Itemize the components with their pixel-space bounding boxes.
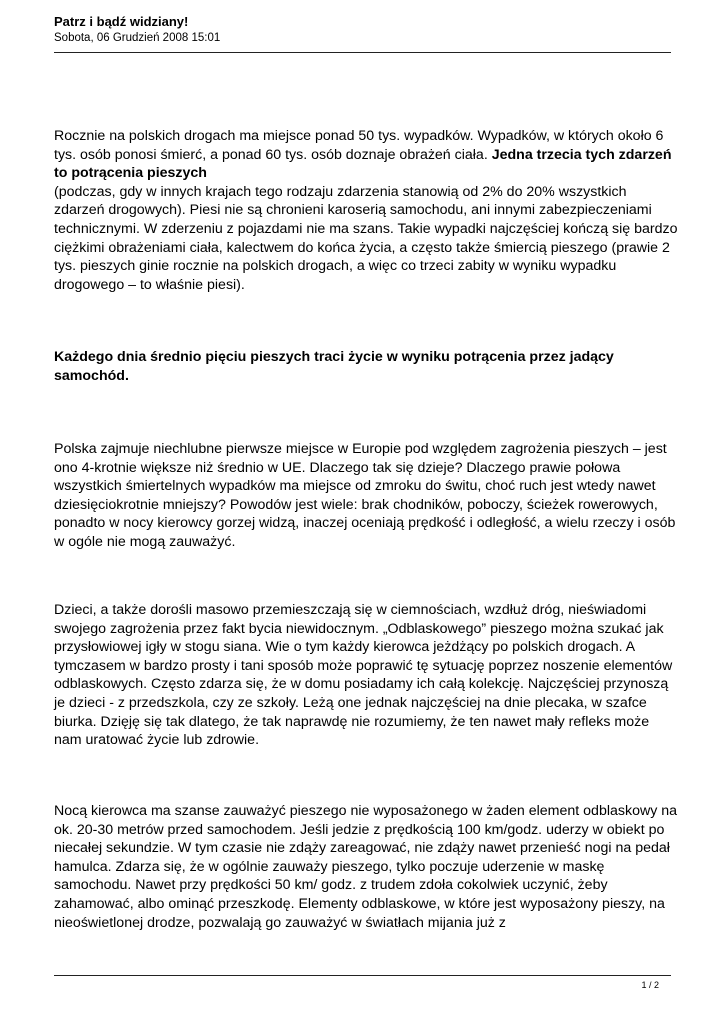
paragraph-1-highlight: Jedna trzecia tych zdarzeń to potrącenia pieszych (54, 146, 672, 182)
paragraph-2-bold: Każdego dnia średnio pięciu pieszych traci życie w wyniku potrącenia przez jadący samochód. (54, 349, 614, 384)
paragraph-1-text: Rocznie na polskich drogach ma miejsce ponad 50 tys. wypadków. Wypadków, w których około 6 tys. osób ponosi śmierć, a ponad 60 tys. osób doznaje obrażeń ciała. (54, 128, 664, 163)
document-date: Sobota, 06 Grudzień 2008 15:01 (54, 32, 221, 44)
paragraph-1-rest: (podczas, gdy w innych krajach tego rodzaju zdarzenia stanowią od 2% do 20% wszystkich zdarzeń drogowych). Piesi nie są chronieni karoserią samochodu, ani innymi zabezpieczeniami technicznymi. W zderzeniu z pojazdami nie ma szans. Takie wypadki najczęściej kończą się bardzo ciężkimi obrażeniami ciała, kalectwem do końca życia, a często także śmiercią pieszego (prawie 2 tys. pieszych ginie rocznie na polskich drogach, a więc co trzeci zabity w wyniku wypadku drogowego – to właśnie piesi). (54, 183, 678, 293)
paragraph-5: Nocą kierowca ma szanse zauważyć pieszego nie wyposażonego w żaden element odblaskowy na ok. 20-30 metrów przed samochodem. Jeśli jedzie z prędkością 100 km/godz. uderzy w obiekt po niecałej sekundzie. W tym czasie nie zdąży zareagować, nie zdąży nawet przenieść nogi na pedał hamulca. Zdarza się, że w ogólnie zauważy pieszego, tylko poczuje uderzenie w maskę samochodu. Nawet przy prędkości 50 km/ godz. z trudem zdoła cokolwiek uczynić, żeby zahamować, albo ominąć przeszkodę. Elementy odblaskowe, w które jest wyposażony pieszy, na nieoświetlonej drodze, pozwalają go zauważyć w światłach mijania już z (54, 803, 678, 931)
paragraph-4: Dzieci, a także dorośli masowo przemieszczają się w ciemnościach, wzdłuż dróg, nieświadomi swojego zagrożenia przez fakt bycia niewidocznym. „Odblaskowego” pieszego można szukać jak przysłowiowej igły w stogu siana. Wie o tym każdy kierowca jeżdżący po polskich drogach. A tymczasem w bardzo prosty i tani sposób może poprawić tę sytuację poprzez noszenie elementów odblaskowych. Często zdarza się, że w domu posiadamy ich całą kolekcję. Najczęściej przynoszą je dzieci - z przedszkola, czy ze szkoły. Leżą one jednak najczęściej na dnie plecaka, w szafce biurka. Dzięję się tak dlatego, że tak naprawdę nie rozumiemy, że ten nawet mały refleks może nam uratować życie lub zdrowie. (54, 602, 673, 749)
page-number: 1 / 2 (641, 980, 659, 990)
document-title: Patrz i bądź widziany! (54, 14, 189, 29)
paragraph-1 (54, 127, 679, 294)
document-header (54, 14, 674, 46)
footer-divider (54, 975, 671, 976)
paragraph-3: Polska zajmuje niechlubne pierwsze miejsce w Europie pod względem zagrożenia pieszych – jest ono 4-krotnie większe niż średnio w UE. Dlaczego tak się dzieje? Dlaczego prawie połowa wszystkich śmiertelnych wypadków ma miejsce od zmroku do świtu, choć ruch jest wtedy nawet dziesięciokrotnie mniejszy? Powodów jest wiele: brak chodników, poboczy, ścieżek rowerowych, ponadto w nocy kierowcy gorzej widzą, inaczej oceniają prędkość i odległość, a wielu rzeczy i osób w ogóle nie mogą zauważyć. (54, 441, 676, 550)
header-divider (54, 52, 671, 53)
